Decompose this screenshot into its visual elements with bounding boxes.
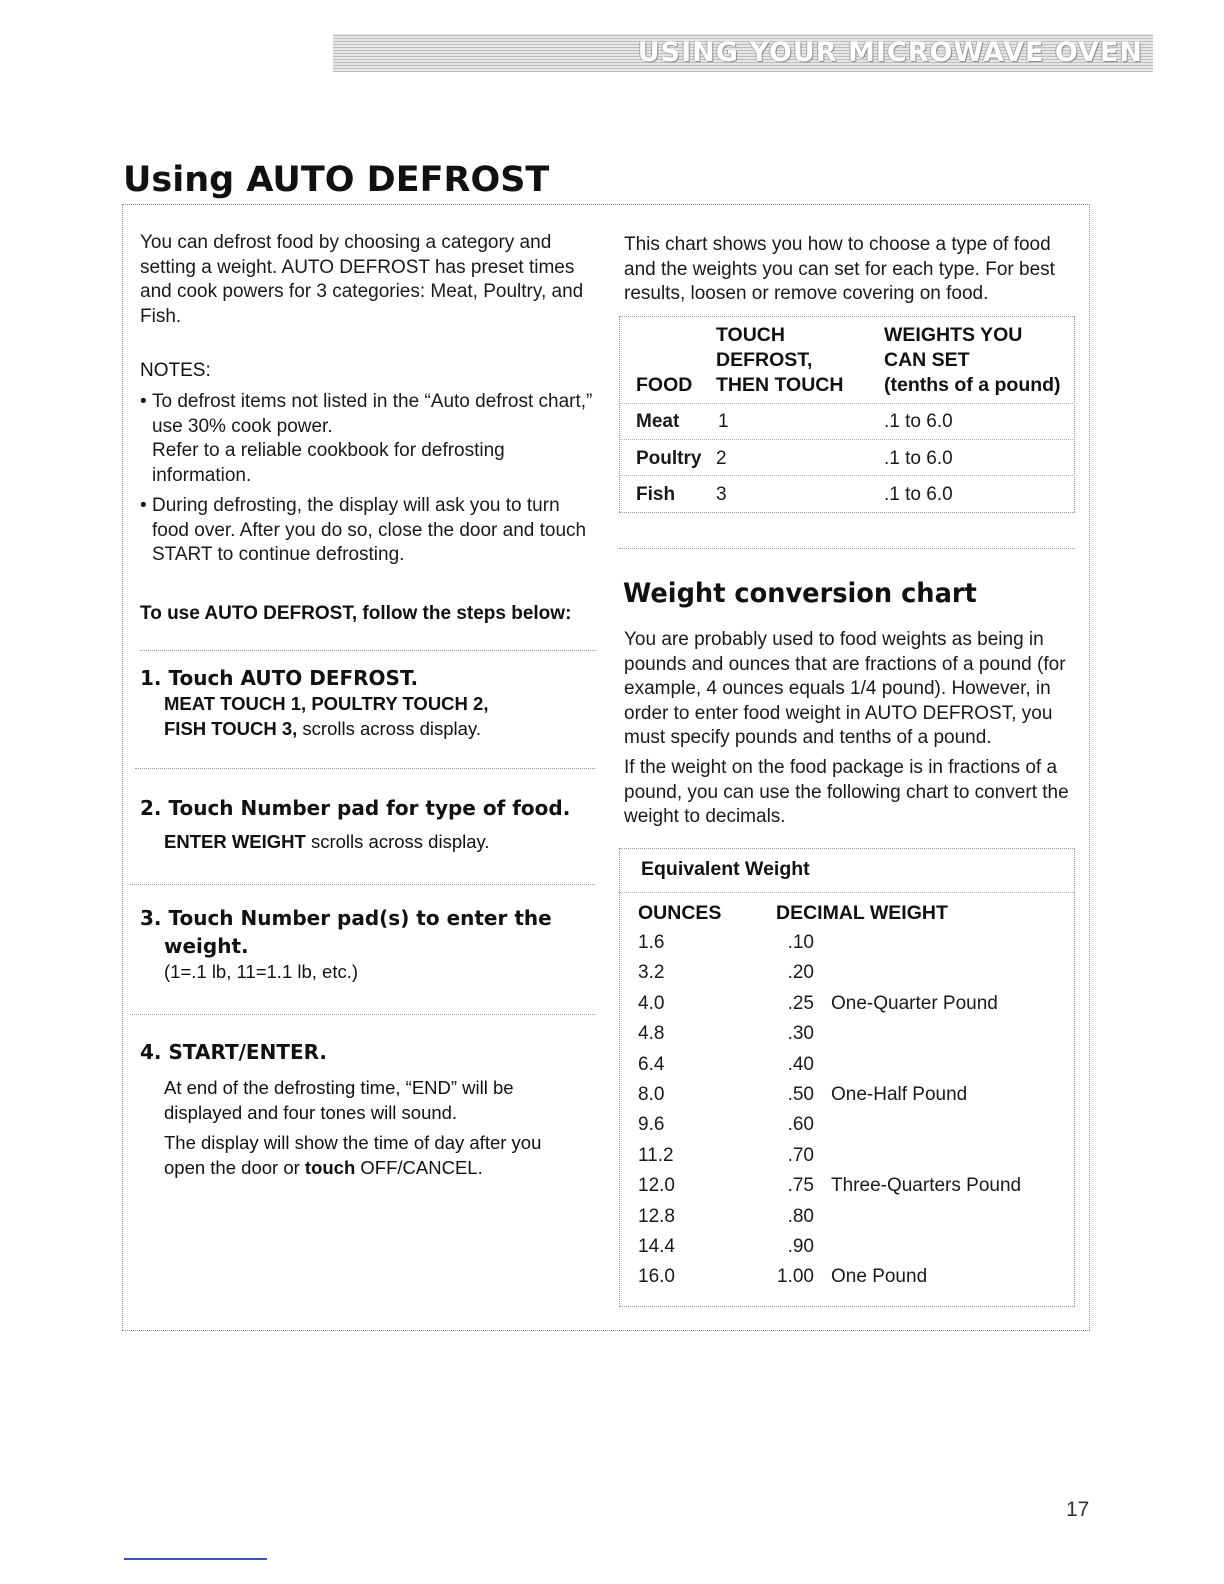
ounces-cell: 9.6 [638,1114,665,1136]
step-2-heading [140,794,600,822]
ounces-cell: 6.4 [638,1053,665,1075]
decimal-cell: .40 [787,1053,814,1075]
conversion-paragraph-2: If the weight on the food package is in fractions of a pound, you can use the following chart to convert the weight to decimals. [624,757,1069,827]
table-row-touch: 1 [718,411,729,432]
bullet-icon: • [140,391,147,412]
note-item [140,494,595,568]
col-header-touch [716,323,843,398]
table-caption: Equivalent Weight [641,858,810,880]
step-4-body2-bold: touch [304,1156,356,1178]
decimal-cell: .90 [787,1236,814,1257]
col-header-ounces: OUNCES [638,902,722,924]
step-number: 2. [140,796,162,820]
table-row-food: Poultry [636,448,702,469]
step-3 [140,904,600,985]
ounces-cell: 14.4 [638,1236,675,1257]
step-title: Touch Number pad(s) to enter the [168,906,552,930]
ounces-cell: 16.0 [638,1266,675,1288]
frame-right-border [1089,204,1090,1330]
note-cell: One-Quarter Pound [831,992,998,1014]
frame-top-border [122,204,1090,205]
step-4-body-1: At end of the defrosting time, “END” will be displayed and four tones will sound. [164,1077,514,1123]
notes-heading: NOTES: [140,360,211,381]
row-divider [619,403,1075,404]
table-border [619,316,1075,317]
table-row-weights: .1 to 6.0 [884,448,953,469]
decimal-cell: .60 [787,1114,814,1136]
table-row-touch: 2 [716,448,727,469]
table-row [619,1206,1075,1236]
notes-list [140,390,595,568]
step-4-body2-end: OFF/CANCEL. [355,1156,483,1178]
table-row [619,993,1075,1023]
col-header-decimal: DECIMAL WEIGHT [776,902,948,924]
divider [130,1014,595,1015]
col-header-weights-line3: (tenths of a pound) [884,374,1061,396]
step-title: Touch AUTO DEFROST. [168,666,419,690]
col-header-touch-line1: TOUCH [716,324,785,346]
decimal-cell: .25 [787,992,814,1014]
note-text: To defrost items not listed in the “Auto defrost chart,” use 30% cook power. [152,391,593,437]
col-header-touch-line3: THEN TOUCH [716,374,844,396]
ounces-cell: 4.0 [638,992,665,1014]
step-2 [140,794,600,855]
intro-paragraph: You can defrost food by choosing a category and setting a weight. AUTO DEFROST has preset times and cook powers for 3 categories: Meat, Poultry, and Fish. [140,232,584,327]
conversion-paragraph-1: You are probably used to food weights as being in pounds and ounces that are fractions of a pound (for example, 4 ounces equals 1/4 pound). However, in order to enter food weight in AUTO DEFROST, you must specify pounds and tenths of a pound. [624,629,1066,748]
steps-intro: To use AUTO DEFROST, follow the steps below: [140,603,572,624]
table-row [619,1054,1075,1084]
step-title: Touch Number pad for type of food. [168,796,571,820]
table-row [619,1023,1075,1053]
footer-rule [124,1558,267,1560]
step-4-heading [140,1038,600,1066]
table-row [619,1145,1075,1175]
table-row [619,1175,1075,1205]
step-number: 1. [140,666,162,690]
table-row-weights: .1 to 6.0 [884,411,953,432]
step-1 [140,664,600,741]
note-cell: One Pound [831,1266,928,1288]
table-row [619,1084,1075,1114]
ounces-cell: 11.2 [638,1144,674,1166]
table-row-touch: 3 [716,484,727,505]
decimal-cell: .70 [787,1144,814,1166]
step-number: 4. [140,1040,162,1064]
bullet-icon: • [140,495,147,516]
col-header-food: FOOD [636,374,693,396]
page-title: Using AUTO DEFROST [123,160,550,200]
banner-title: USING YOUR MICROWAVE OVEN [637,37,1143,68]
divider [140,650,595,651]
equivalent-weight-table [619,848,1075,1306]
step-4 [140,1038,600,1180]
ounces-cell: 1.6 [638,932,665,953]
ounces-cell: 12.0 [638,1175,675,1197]
header-banner [333,34,1153,72]
decimal-cell: .80 [787,1205,814,1227]
step-1-body [140,692,600,741]
step-2-body-bold: ENTER WEIGHT [164,831,306,852]
note-cell: One-Half Pound [831,1084,968,1105]
step-3-heading [140,904,600,932]
table-border [619,1306,1075,1307]
row-divider [619,475,1075,476]
table-row [619,962,1075,992]
caption-divider [619,892,1075,893]
decimal-cell: 1.00 [777,1266,814,1288]
table-row [619,1114,1075,1144]
step-4-body-2 [140,1131,574,1180]
auto-defrost-table [619,316,1075,512]
ounces-cell: 8.0 [638,1084,665,1105]
step-1-line1: MEAT TOUCH 1, POULTRY TOUCH 2, [164,693,489,714]
decimal-cell: .75 [787,1175,814,1197]
divider [130,884,595,885]
chart-intro: This chart shows you how to choose a type of food and the weights you can set for each type. For best results, loosen or remove covering on food. [624,234,1055,304]
step-2-body [140,830,600,855]
col-header-touch-line2: DEFROST, [716,349,813,371]
step-title: START/ENTER. [168,1040,327,1064]
table-row [619,932,1075,962]
ounces-cell: 12.8 [638,1205,675,1227]
ounces-cell: 4.8 [638,1023,665,1045]
step-3-body: (1=.1 lb, 11=1.1 lb, etc.) [164,961,359,982]
step-2-body-text: scrolls across display. [305,831,490,852]
decimal-cell: .50 [787,1084,814,1105]
col-header-weights-line2: CAN SET [884,349,970,371]
table-border [619,512,1075,513]
step-number: 3. [140,906,162,930]
step-1-line2-bold: FISH TOUCH 3, [164,717,298,739]
step-4-body2-text: The display will show the time of day after you open the door or [164,1132,542,1178]
note-continuation: Refer to a reliable cookbook for defrosting information. [152,440,505,486]
table-row-food: Fish [636,484,676,505]
weight-conversion-title: Weight conversion chart [623,578,977,609]
decimal-cell: .20 [787,962,814,984]
col-header-weights [884,323,1061,398]
step-3-heading-cont: weight. [164,934,249,958]
table-border [619,316,620,512]
frame-left-border [122,204,123,1330]
step-1-line2-text: scrolls across display. [297,717,481,739]
col-header-weights-line1: WEIGHTS YOU [884,324,1023,346]
divider [135,768,595,769]
table-border [1074,316,1075,512]
frame-bottom-border [122,1330,1090,1331]
ounces-cell: 3.2 [638,962,665,984]
step-1-heading [140,664,600,692]
table-row [619,1266,1075,1296]
page-number: 17 [1066,1498,1090,1521]
divider [619,548,1075,549]
note-text: During defrosting, the display will ask you to turn food over. After you do so, close the door and touch START to continue defrosting. [152,495,587,565]
step-1-line2 [164,717,600,742]
table-row [619,1236,1075,1266]
note-item [140,390,595,439]
decimal-cell: .10 [787,932,814,953]
table-row-weights: .1 to 6.0 [884,484,953,505]
row-divider [619,439,1075,440]
decimal-cell: .30 [787,1023,814,1045]
note-cell: Three-Quarters Pound [831,1175,1022,1197]
table-border [619,848,1075,849]
table-row-food: Meat [636,411,680,432]
